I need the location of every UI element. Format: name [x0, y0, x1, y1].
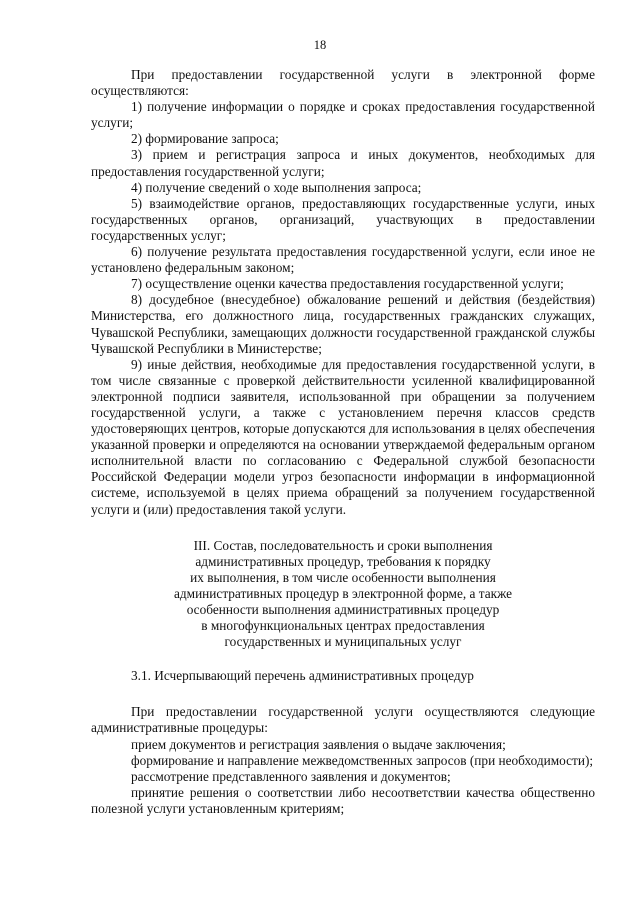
procedures-intro: При предоставлении государственной услуги осуществляются следующие административные процедуры:: [91, 704, 595, 736]
section-heading-line: их выполнения, в том числе особенности выполнения: [190, 569, 496, 585]
list-item: 9) иные действия, необходимые для предоставления государственной услуги, в том числе связанные с проверкой действительности усиленной квалифицированной электронной подписи заявителя, использованной при обращении за получением государственной услуги, а также с установлением перечня классов средств удостоверяющих центров, которые допускаются для использования в целях обеспечения указанной проверки и определяются на основании утверждаемой федеральным органом исполнительной власти по согласованию с Федеральной службой безопасности Российской Федерации модели угроз безопасности информации в информационной системе, используемой в целях приема обращений за получением государственной услуги и (или) предоставления такой услуги.: [91, 356, 595, 517]
section-heading-line: административных процедур в электронной форме, а также: [173, 585, 512, 601]
section-heading-line: III. Состав, последовательность и сроки выполнения: [193, 537, 493, 553]
procedure-item: принятие решения о соответствии либо несоответствии качества общественно полезной услуги установленным критериям;: [91, 784, 595, 816]
list-item: 8) досудебное (внесудебное) обжалование решений и действия (бездействия) Министерства, его должностного лица, государственных гражданских служащих, Чувашской Республики, замещающих должности государственной гражданской службы Чувашской Республики в Министерстве;: [91, 292, 595, 356]
intro-paragraph: При предоставлении государственной услуги в электронной форме осуществляются:: [91, 67, 595, 99]
document-body: [91, 67, 595, 817]
section-heading-line: особенности выполнения административных процедур: [186, 602, 500, 617]
section-heading: [91, 538, 595, 651]
list-item: 7) осуществление оценки качества предоставления государственной услуги;: [131, 276, 564, 292]
list-item: 1) получение информации о порядке и сроках предоставления государственной услуги;: [91, 99, 595, 131]
list-item: 4) получение сведений о ходе выполнения запроса;: [131, 179, 422, 195]
section-heading-line: административных процедур, требования к порядку: [195, 553, 491, 569]
list-item: 5) взаимодействие органов, предоставляющих государственные услуги, иных государственных органов, организаций, участвующих в предоставлении государственных услуг;: [91, 195, 595, 243]
list-item: 2) формирование запроса;: [131, 131, 279, 147]
procedure-item: рассмотрение представленного заявления и документов;: [131, 768, 451, 784]
list-item: 6) получение результата предоставления государственной услуги, если иное не установлено федеральным законом;: [91, 244, 595, 276]
list-item: 3) прием и регистрация запроса и иных документов, необходимых для предоставления государственной услуги;: [91, 147, 595, 179]
section-heading-line: государственных и муниципальных услуг: [224, 634, 462, 650]
section-heading-line: в многофункциональных центрах предоставления: [201, 618, 485, 634]
subsection-title: 3.1. Исчерпывающий перечень административных процедур: [131, 668, 474, 684]
procedure-item: формирование и направление межведомственных запросов (при необходимости);: [131, 752, 594, 768]
page-number: 18: [313, 38, 327, 52]
procedure-item: прием документов и регистрация заявления о выдаче заключения;: [131, 736, 506, 752]
